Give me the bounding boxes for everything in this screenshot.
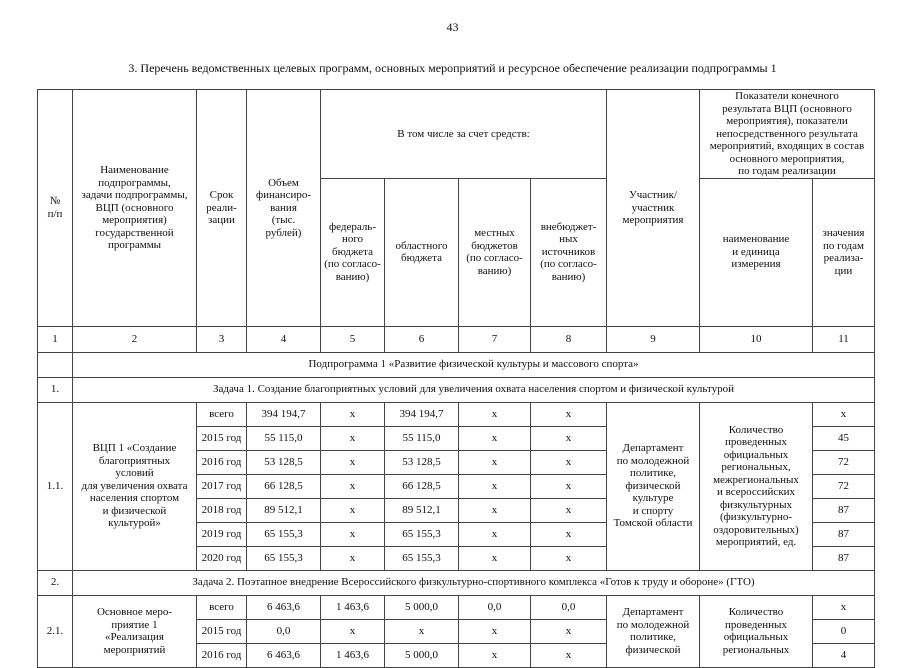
cell-volume: 394 194,7 (247, 402, 321, 426)
header-sources-group: В том числе за счет средств: (321, 90, 607, 179)
cell-federal: х (321, 426, 385, 450)
cell-volume: 55 115,0 (247, 426, 321, 450)
cell-regional: 65 155,3 (385, 522, 459, 546)
task-num: 2. (38, 570, 73, 595)
cell-value: х (813, 595, 875, 619)
cell-local: х (459, 402, 531, 426)
col-number: 3 (197, 326, 247, 352)
cell-term: 2016 год (197, 450, 247, 474)
item-num: 1.1. (38, 402, 73, 570)
item-num: 2.1. (38, 595, 73, 667)
cell-term: 2020 год (197, 546, 247, 570)
cell-term: 2017 год (197, 474, 247, 498)
page-number: 43 (446, 20, 459, 34)
cell-regional: 5 000,0 (385, 595, 459, 619)
header-row-1 (38, 90, 875, 179)
header-ind-name: наименование и единица измерения (700, 178, 813, 326)
cell-federal: х (321, 498, 385, 522)
cell-local: х (459, 619, 531, 643)
cell-federal: х (321, 402, 385, 426)
cell-value: 72 (813, 474, 875, 498)
cell-volume: 65 155,3 (247, 522, 321, 546)
cell-local: х (459, 522, 531, 546)
cell-regional: 65 155,3 (385, 546, 459, 570)
cell-term: 2015 год (197, 426, 247, 450)
task-title: Задача 2. Поэтапное внедрение Всероссийского физкультурно-спортивного комплекса «Готов к труду и обороне» (ГТО) (73, 570, 875, 595)
table-row (38, 402, 875, 426)
item-participant: Департамент по молодежной политике, физической культуре и спорту Томской области (607, 402, 700, 570)
cell-term: всего (197, 595, 247, 619)
cell-value: 87 (813, 522, 875, 546)
cell-local: х (459, 450, 531, 474)
cell-regional: х (385, 619, 459, 643)
cell-federal: х (321, 450, 385, 474)
cell-value: 4 (813, 643, 875, 667)
item-name: ВЦП 1 «Создание благоприятных условий для увеличения охвата населения спортом и физической культурой» (73, 402, 197, 570)
header-ind-values: значения по годам реализа- ции (813, 178, 875, 326)
document-title: 3. Перечень ведомственных целевых программ, основных мероприятий и ресурсное обеспечение реализации подпрограммы 1 (128, 61, 777, 75)
cell-local: х (459, 474, 531, 498)
col-number: 2 (73, 326, 197, 352)
cell-extra: х (531, 546, 607, 570)
cell-extra: х (531, 426, 607, 450)
cell-term: всего (197, 402, 247, 426)
table-row (38, 595, 875, 619)
cell-federal: х (321, 522, 385, 546)
cell-local: 0,0 (459, 595, 531, 619)
cell-value: х (813, 402, 875, 426)
cell-regional: 394 194,7 (385, 402, 459, 426)
header-regional: областного бюджета (385, 178, 459, 326)
cell-extra: 0,0 (531, 595, 607, 619)
cell-federal: х (321, 619, 385, 643)
item-name: Основное меро- приятие 1 «Реализация мероприятий (73, 595, 197, 667)
cell-regional: 53 128,5 (385, 450, 459, 474)
subprogram-title: Подпрограмма 1 «Развитие физической культуры и массового спорта» (73, 352, 875, 377)
cell-federal: х (321, 474, 385, 498)
cell-local: х (459, 498, 531, 522)
cell-term: 2015 год (197, 619, 247, 643)
cell-value: 0 (813, 619, 875, 643)
header-participant: Участник/ участник мероприятия (607, 90, 700, 327)
cell-volume: 89 512,1 (247, 498, 321, 522)
cell-term: 2018 год (197, 498, 247, 522)
cell-extra: х (531, 450, 607, 474)
col-number: 10 (700, 326, 813, 352)
cell-extra: х (531, 619, 607, 643)
header-term: Срок реали- зации (197, 90, 247, 327)
header-num: № п/п (38, 90, 73, 327)
col-number: 4 (247, 326, 321, 352)
cell-federal: 1 463,6 (321, 595, 385, 619)
col-number: 8 (531, 326, 607, 352)
cell-local: х (459, 546, 531, 570)
cell-regional: 66 128,5 (385, 474, 459, 498)
cell-term: 2016 год (197, 643, 247, 667)
cell-extra: х (531, 498, 607, 522)
header-federal: федераль- ного бюджета (по согласо- ванию) (321, 178, 385, 326)
cell-value: 72 (813, 450, 875, 474)
col-number: 7 (459, 326, 531, 352)
cell-volume: 0,0 (247, 619, 321, 643)
col-number: 11 (813, 326, 875, 352)
cell-volume: 6 463,6 (247, 595, 321, 619)
col-number: 5 (321, 326, 385, 352)
item-indicator: Количество проведенных официальных региональных (700, 595, 813, 667)
task-row (38, 377, 875, 402)
cell-extra: х (531, 643, 607, 667)
cell-extra: х (531, 402, 607, 426)
cell-term: 2019 год (197, 522, 247, 546)
column-number-row (38, 326, 875, 352)
cell-regional: 55 115,0 (385, 426, 459, 450)
header-indicators-group: Показатели конечного результата ВЦП (основного мероприятия), показатели непосредственного результата мероприятий, входящих в состав основного мероприятия, по годам реализации (700, 90, 875, 179)
cell-volume: 53 128,5 (247, 450, 321, 474)
col-number: 9 (607, 326, 700, 352)
item-participant: Департамент по молодежной политике, физической (607, 595, 700, 667)
header-volume: Объем финансиро- вания (тыс. рублей) (247, 90, 321, 327)
cell-regional: 5 000,0 (385, 643, 459, 667)
cell-federal: 1 463,6 (321, 643, 385, 667)
cell-extra: х (531, 522, 607, 546)
header-local: местных бюджетов (по согласо- ванию) (459, 178, 531, 326)
task-title: Задача 1. Создание благоприятных условий для увеличения охвата населения спортом и физической культурой (73, 377, 875, 402)
cell-extra: х (531, 474, 607, 498)
cell-federal: х (321, 546, 385, 570)
header-extra: внебюджет- ных источников (по согласо- ванию) (531, 178, 607, 326)
item-indicator: Количество проведенных официальных региональных, межрегиональных и всероссийских физкультурных (физкультурно- оздоровительных) мероприятий, ед. (700, 402, 813, 570)
cell-value: 87 (813, 546, 875, 570)
cell-regional: 89 512,1 (385, 498, 459, 522)
cell-volume: 65 155,3 (247, 546, 321, 570)
task-num: 1. (38, 377, 73, 402)
program-table (37, 89, 875, 668)
subprogram-row (38, 352, 875, 377)
header-name: Наименование подпрограммы, задачи подпрограммы, ВЦП (основного мероприятия) государственной программы (73, 90, 197, 327)
cell-value: 87 (813, 498, 875, 522)
cell-local: х (459, 643, 531, 667)
cell-volume: 6 463,6 (247, 643, 321, 667)
cell-volume: 66 128,5 (247, 474, 321, 498)
task-row (38, 570, 875, 595)
col-number: 6 (385, 326, 459, 352)
col-number: 1 (38, 326, 73, 352)
cell-local: х (459, 426, 531, 450)
cell-value: 45 (813, 426, 875, 450)
subprogram-num (38, 352, 73, 377)
